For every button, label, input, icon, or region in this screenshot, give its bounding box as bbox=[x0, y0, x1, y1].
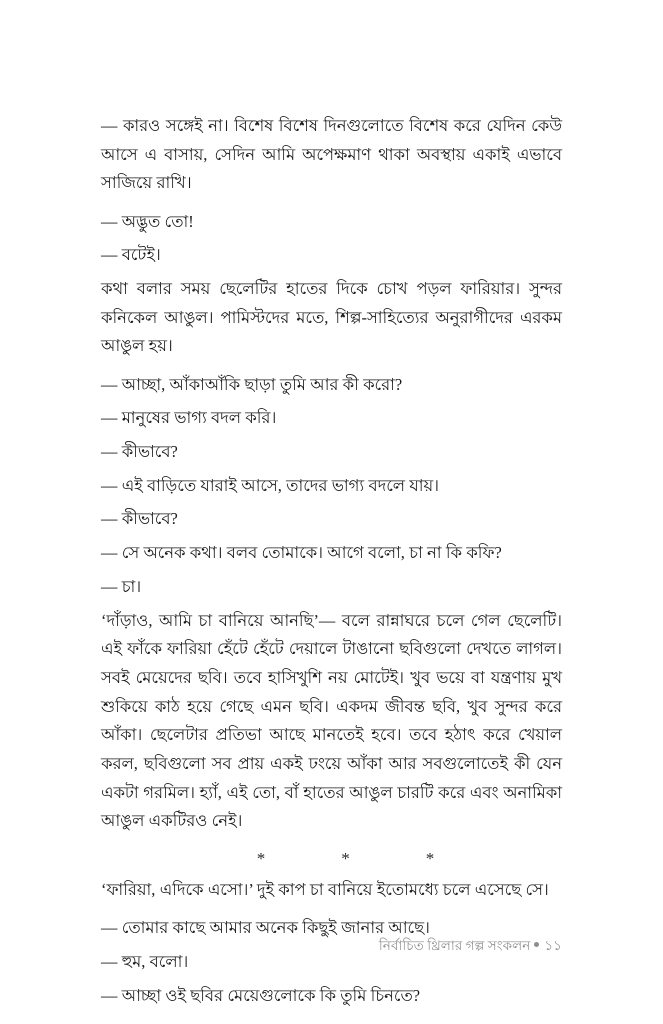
dialogue-line: — কীভাবে? bbox=[101, 509, 178, 529]
dialogue-line: — হুম, বলো। bbox=[101, 952, 189, 972]
dialogue-line: — সে অনেক কথা। বলব তোমাকে। আগে বলো, চা না কি কফি? bbox=[101, 543, 502, 563]
dialogue-line: — তোমার কাছে আমার অনেক কিছুই জানার আছে। bbox=[101, 918, 430, 938]
asterisk-icon: * bbox=[256, 848, 266, 868]
footer-book-title: নির্বাচিত থ্রিলার গল্প সংকলন bbox=[378, 938, 531, 953]
page-footer bbox=[101, 937, 562, 955]
scene-break-divider bbox=[101, 836, 562, 876]
dialogue-line: — এই বাড়িতে যারাই আসে, তাদের ভাগ্য বদলে যায়। bbox=[101, 475, 440, 495]
narration-paragraph: ‘ফারিয়া, এদিকে এসো।’ দুই কাপ চা বানিয়ে ইতোমধ্যে চলে এসেছে সে। bbox=[101, 880, 549, 900]
page-text-column bbox=[101, 112, 562, 1010]
narration-paragraph: কথা বলার সময় ছেলেটির হাতের দিকে চোখ পড়ল ফারিয়ার। সুন্দর কনিকেল আঙুল। পামিস্টদের মতে, শিল্প-সাহিত্যের অনুরাগীদের এরকম আঙুল হয়। bbox=[101, 279, 562, 356]
bullet-dot-icon bbox=[534, 942, 539, 947]
dialogue-line: — আচ্ছা, আঁকাআঁকি ছাড়া তুমি আর কী করো? bbox=[101, 374, 403, 394]
dialogue-line: — কারও সঙ্গেই না। বিশেষ বিশেষ দিনগুলোতে বিশেষ করে যেদিন কেউ আসে এ বাসায়, সেদিন আমি অপেক্ষমাণ থাকা অবস্থায় একাই এভাবে সাজিয়ে রাখি। bbox=[101, 116, 562, 193]
dialogue-line: — আচ্ছা ওই ছবির মেয়েগুলোকে কি তুমি চিনতে? bbox=[101, 985, 421, 1005]
paragraph-spacer bbox=[101, 198, 562, 208]
asterisk-icon: * bbox=[425, 848, 435, 868]
paragraph-spacer bbox=[101, 361, 562, 371]
asterisk-icon: * bbox=[341, 848, 350, 868]
dialogue-line: — কীভাবে? bbox=[101, 442, 178, 462]
dialogue-line: — চা। bbox=[101, 576, 142, 596]
dialogue-line: — বটেই। bbox=[101, 245, 161, 265]
narration-paragraph: ‘দাঁড়াও, আমি চা বানিয়ে আনছি’— বলে রান্নাঘরে চলে গেল ছেলেটি। এই ফাঁকে ফারিয়া হেঁটে হেঁটে দেয়ালে টাঙানো ছবিগুলো দেখতে লাগল। সবই মেয়েদের ছবি। তবে হাসিখুশি নয় মোটেই। খুব ভয়ে বা যন্ত্রণায় মুখ শুকিয়ে কাঠ হয়ে গেছে এমন ছবি। একদম জীবন্ত ছবি, খুব সুন্দর করে আঁকা। ছেলেটার প্রতিভা আছে মানতেই হবে। তবে হঠাৎ করে খেয়াল করল, ছবিগুলো সব প্রায় একই ঢংয়ে আঁকা আর সবগুলোতেই কী যেন একটা গরমিল। হ্যাঁ, এই তো, বাঁ হাতের আঙুল চারটি করে এবং অনামিকা আঙুল একটিরও নেই। bbox=[101, 610, 562, 831]
dialogue-line: — মানুষের ভাগ্য বদল করি। bbox=[101, 408, 277, 428]
footer-page-number: ১১ bbox=[544, 938, 562, 953]
dialogue-line: — অদ্ভুত তো! bbox=[101, 211, 194, 231]
paragraph-spacer bbox=[101, 905, 562, 915]
